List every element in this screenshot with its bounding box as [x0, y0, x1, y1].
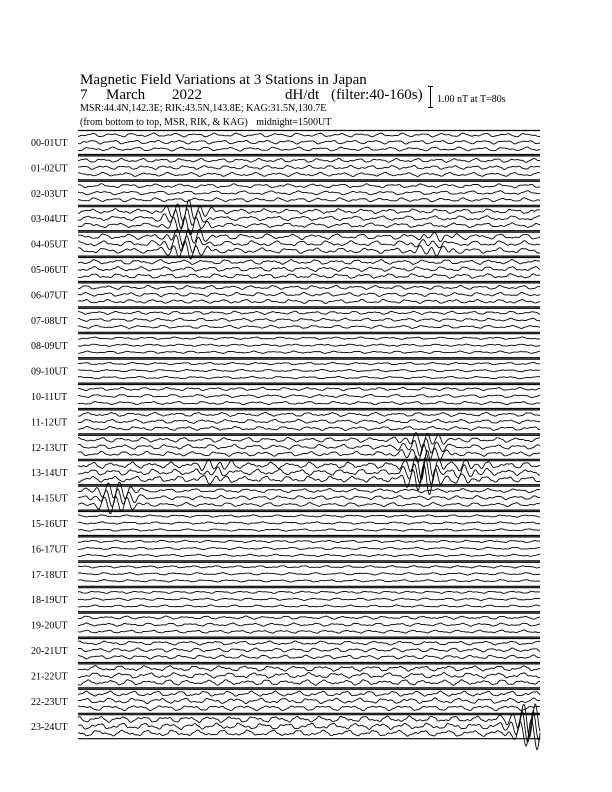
station-trace	[78, 698, 540, 704]
station-trace	[78, 133, 540, 137]
trace-row	[31, 283, 540, 307]
row-label: 02-03UT	[31, 188, 68, 200]
station-trace	[78, 547, 540, 549]
station-trace	[78, 325, 540, 328]
year: 2022	[172, 87, 202, 103]
trace-row	[31, 639, 540, 663]
station-trace	[78, 706, 540, 711]
station-trace	[78, 616, 540, 619]
station-trace	[78, 172, 540, 176]
trace-row	[31, 410, 540, 434]
station-trace	[78, 267, 540, 272]
station-trace	[78, 680, 540, 686]
row-label: 01-02UT	[31, 163, 68, 175]
station-trace	[78, 573, 540, 575]
station-trace	[78, 318, 540, 321]
station-trace	[78, 376, 540, 378]
station-trace	[78, 522, 540, 524]
trace-row	[31, 588, 540, 612]
station-trace	[78, 362, 540, 364]
station-trace	[78, 648, 540, 652]
trace-row	[31, 258, 540, 282]
station-trace	[78, 274, 540, 279]
row-label: 19-20UT	[31, 620, 68, 632]
station-trace	[78, 580, 540, 582]
scale-bar-label: 1.00 nT at T=80s	[437, 94, 506, 105]
station-trace	[78, 591, 540, 593]
trace-row	[31, 482, 540, 513]
station-trace	[78, 229, 540, 247]
trace-row	[31, 562, 540, 586]
station-trace	[78, 147, 540, 151]
station-trace	[78, 554, 540, 557]
row-label: 23-24UT	[31, 722, 68, 734]
station-trace	[78, 344, 540, 346]
row-label: 10-11UT	[31, 392, 68, 403]
trace-row	[31, 156, 540, 180]
trace-row	[31, 181, 540, 205]
row-label: 21-22UT	[31, 671, 68, 683]
station-trace	[78, 184, 540, 188]
station-trace	[78, 515, 540, 517]
trace-row	[31, 433, 540, 463]
station-trace	[78, 655, 540, 659]
day: 7	[80, 87, 88, 103]
station-trace	[78, 311, 540, 314]
station-trace	[78, 402, 540, 405]
row-label: 14-15UT	[31, 493, 68, 505]
station-trace	[78, 630, 540, 633]
station-trace	[78, 292, 540, 296]
station-trace	[78, 395, 540, 398]
trace-row	[31, 359, 540, 383]
station-trace	[78, 605, 540, 607]
row-label: 07-08UT	[31, 315, 68, 327]
station-trace	[78, 369, 540, 371]
midnight-note: midnight=1500UT	[256, 117, 332, 128]
station-trace	[78, 140, 540, 144]
station-trace	[78, 691, 540, 696]
station-trace	[78, 351, 540, 353]
station-trace	[78, 598, 540, 600]
row-label: 22-23UT	[31, 696, 68, 708]
station-trace	[78, 566, 540, 568]
trace-row	[31, 308, 540, 332]
trace-row	[31, 451, 540, 495]
row-label: 20-21UT	[31, 646, 68, 657]
trace-row	[31, 689, 540, 713]
trace-row	[31, 664, 540, 688]
station-trace	[78, 191, 540, 195]
row-label: 11-12UT	[31, 417, 68, 429]
row-label: 17-18UT	[31, 569, 68, 581]
station-coordinates: MSR:44.4N,142.3E; RIK:43.5N,143.8E; KAG:31.5N,130.7E	[80, 103, 327, 114]
row-label: 16-17UT	[31, 544, 68, 556]
chart-title: Magnetic Field Variations at 3 Stations in Japan	[80, 72, 367, 88]
order-note: (from bottom to top, MSR, RIK, & KAG)	[80, 117, 248, 128]
station-trace	[78, 540, 540, 542]
trace-row	[31, 229, 540, 259]
station-trace	[78, 529, 540, 531]
station-trace	[78, 299, 540, 303]
station-trace	[78, 711, 540, 742]
row-label: 13-14UT	[31, 468, 68, 480]
row-label: 05-06UT	[31, 265, 68, 276]
station-trace	[78, 285, 540, 289]
station-trace	[78, 387, 540, 390]
trace-row	[31, 704, 540, 750]
station-trace	[78, 337, 540, 339]
trace-row	[31, 512, 540, 536]
row-label: 09-10UT	[31, 366, 68, 378]
filter: (filter:40-160s)	[331, 87, 423, 103]
station-trace	[78, 260, 540, 265]
month: March	[106, 87, 146, 103]
trace-row	[31, 385, 540, 409]
row-label: 15-16UT	[31, 519, 68, 530]
station-trace	[78, 426, 540, 430]
row-label: 00-01UT	[31, 138, 68, 149]
trace-row	[31, 334, 540, 358]
trace-row	[31, 613, 540, 637]
station-trace	[78, 158, 540, 162]
station-trace	[78, 198, 540, 202]
station-trace	[78, 623, 540, 626]
station-trace	[78, 419, 540, 423]
row-label: 04-05UT	[31, 239, 68, 251]
row-label: 06-07UT	[31, 290, 68, 302]
station-trace	[78, 412, 540, 416]
row-label: 12-13UT	[31, 442, 68, 454]
row-label: 03-04UT	[31, 214, 68, 226]
station-trace	[78, 666, 540, 672]
station-trace	[78, 641, 540, 645]
row-label: 08-09UT	[31, 341, 68, 353]
station-trace	[78, 165, 540, 169]
station-trace	[78, 672, 540, 678]
trace-row	[31, 537, 540, 561]
row-label: 18-19UT	[31, 595, 68, 607]
quantity: dH/dt	[285, 87, 320, 103]
trace-row	[31, 131, 540, 155]
